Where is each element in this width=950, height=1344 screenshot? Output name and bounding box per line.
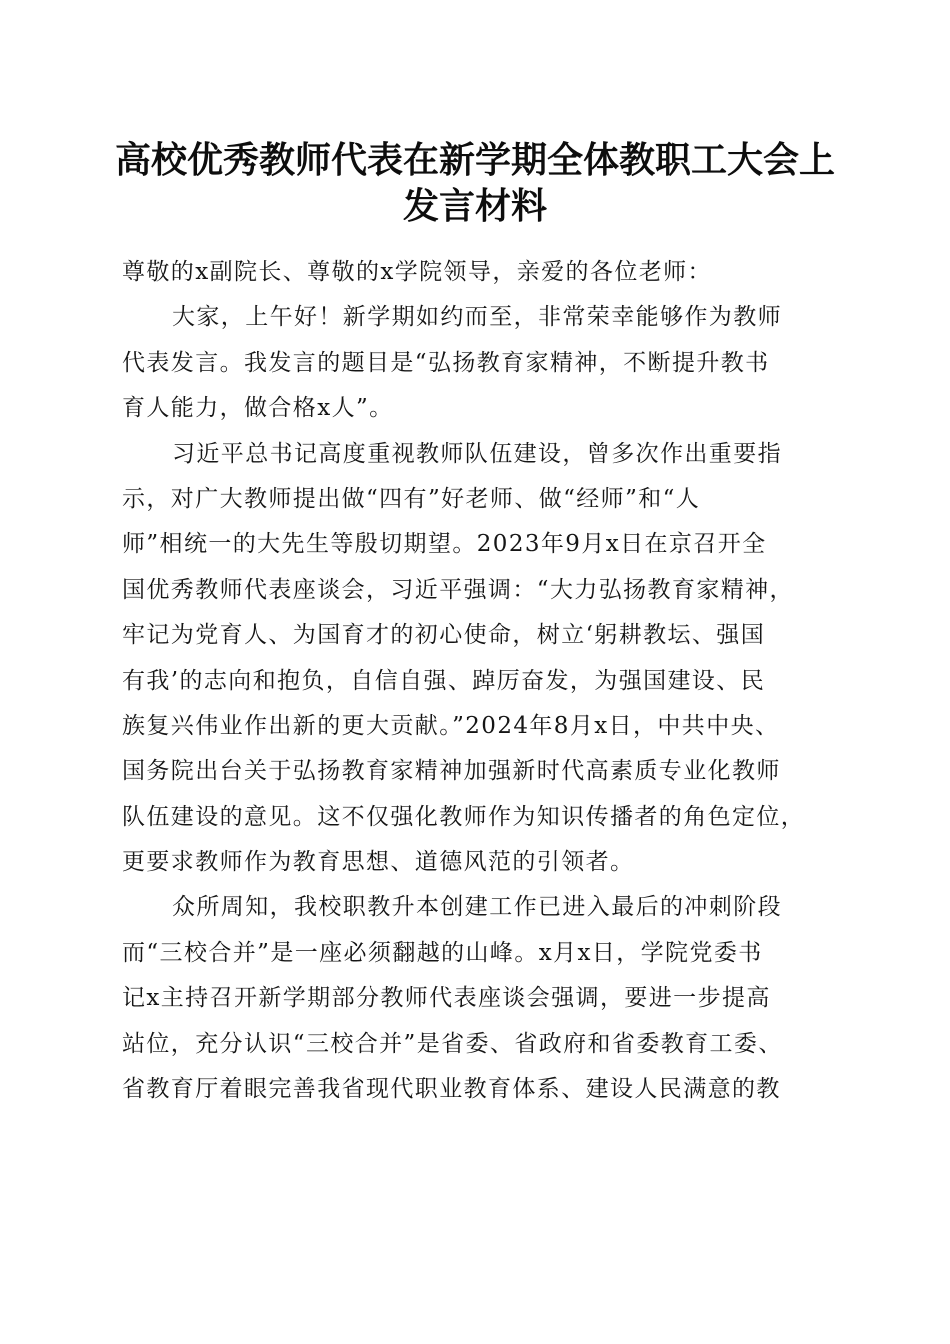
paragraph-2-line-3: 师”相统一的大先生等殷切期望。2023年9月x日在京召开全	[122, 531, 767, 558]
paragraph-3-line-5: 省教育厅着眼完善我省现代职业教育体系、建设人民满意的教	[122, 1076, 781, 1103]
document-title-line-2: 发言材料	[402, 185, 547, 227]
paragraph-3-line-1: 众所周知，我校职教升本创建工作已进入最后的冲刺阶段	[172, 894, 782, 921]
paragraph-2-line-10: 更要求教师作为教育思想、道德风范的引领者。	[122, 849, 635, 876]
document-body	[122, 250, 842, 1112]
paragraph-2-line-9: 队伍建设的意见。这不仅强化教师作为知识传播者的角色定位，	[122, 803, 806, 830]
paragraph-1-line-2: 代表发言。我发言的题目是“弘扬教育家精神，不断提升教书	[122, 349, 770, 376]
paragraph-2-line-4: 国优秀教师代表座谈会，习近平强调：“大力弘扬教育家精神，	[122, 576, 794, 603]
paragraph-1-line-3: 育人能力，做合格x人”。	[122, 395, 394, 422]
paragraph-2-line-7: 族复兴伟业作出新的更大贡献。”2024年8月x日，中共中央、	[122, 712, 780, 739]
paragraph-3-line-4: 站位，充分认识“三校合并”是省委、省政府和省委教育工委、	[122, 1030, 783, 1057]
salutation-line: 尊敬的x副院长、尊敬的x学院领导，亲爱的各位老师：	[122, 259, 712, 285]
paragraph-2-line-2: 示，对广大教师提出做“四有”好老师、做“经师”和“人	[122, 485, 701, 512]
paragraph-2-line-5: 牢记为党育人、为国育才的初心使命，树立‘躬耕教坛、强国	[122, 622, 766, 649]
paragraph-2-line-6: 有我’的志向和抱负，自信自强、踔厉奋发，为强国建设、民	[122, 667, 766, 694]
paragraph-3-line-2: 而“三校合并”是一座必须翻越的山峰。x月x日，学院党委书	[122, 939, 763, 966]
paragraph-2-line-8: 国务院出台关于弘扬教育家精神加强新时代高素质专业化教师	[122, 758, 781, 785]
document-title-line-1: 高校优秀教师代表在新学期全体教职工大会上	[114, 139, 835, 181]
paragraph-3-line-3: 记x主持召开新学期部分教师代表座谈会强调，要进一步提高	[122, 985, 771, 1012]
paragraph-1-line-1: 大家，上午好！新学期如约而至，非常荣幸能够作为教师	[172, 304, 782, 331]
paragraph-2-line-1: 习近平总书记高度重视教师队伍建设，曾多次作出重要指	[172, 440, 782, 467]
